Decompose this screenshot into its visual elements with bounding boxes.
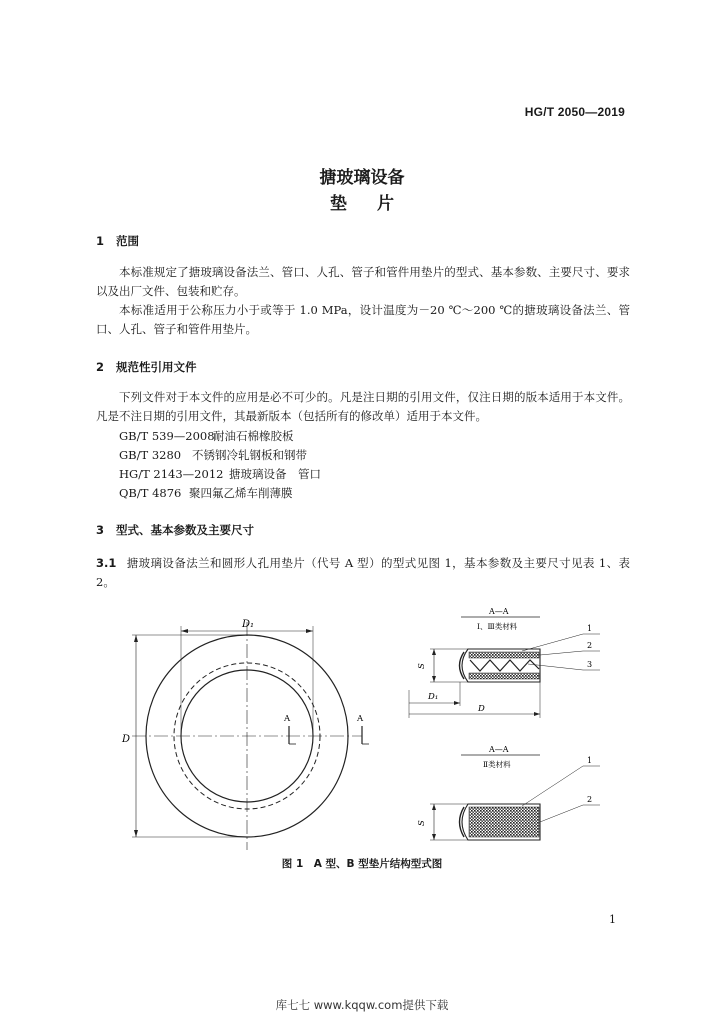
d-label: D — [122, 734, 131, 745]
d1-label: D₁ — [428, 692, 439, 702]
callout-number: 1 — [587, 756, 593, 765]
section-number: 2 — [96, 360, 105, 374]
reference-title: 搪玻璃设备 管口 — [229, 467, 321, 481]
callout-leader — [540, 805, 583, 822]
reference-title: 不锈钢冷轧钢板和钢带 — [192, 448, 307, 462]
reference-list — [119, 427, 321, 503]
ptfe-envelope — [462, 649, 540, 682]
ptfe-envelope — [462, 804, 540, 840]
gasket-plan-view — [121, 619, 369, 850]
reference-code: HG/T 2143—2012 — [119, 467, 224, 481]
reference-item — [119, 484, 321, 503]
material-label: Ⅰ、Ⅲ类材料 — [477, 622, 518, 631]
callout-number: 2 — [587, 795, 593, 804]
paragraph: 本标准规定了搪玻璃设备法兰、管口、人孔、管子和管件用垫片的型式、基本参数、主要尺寸、要求以及出厂文件、包装和贮存。 — [96, 265, 630, 298]
reference-code: GB/T 3280 — [119, 448, 182, 462]
inner-circle — [181, 670, 313, 802]
section-label: A — [357, 714, 364, 724]
download-footer: 库七七 www.kqqw.com提供下载 — [275, 998, 449, 1012]
arrowhead — [181, 629, 188, 633]
reference-title: 耐油石棉橡胶板 — [213, 429, 294, 443]
s-label: S — [417, 663, 427, 669]
arrowhead — [432, 804, 436, 810]
reference-code: GB/T 539—2008 — [119, 429, 215, 443]
callout-number: 2 — [587, 641, 593, 650]
reference-item — [119, 465, 321, 484]
reference-title: 聚四氟乙烯车削薄膜 — [189, 486, 293, 500]
arrowhead — [306, 629, 313, 633]
callout-number: 1 — [587, 624, 593, 633]
callout-leader — [528, 664, 583, 670]
section-1-heading — [96, 233, 139, 249]
s-label: S — [417, 820, 427, 826]
section-2-heading — [96, 359, 197, 375]
callout-number: 3 — [587, 660, 593, 669]
section-label: A — [284, 714, 291, 724]
section-title: 型式、基本参数及主要尺寸 — [116, 523, 254, 537]
section-view-type-2 — [417, 745, 600, 840]
page-number: 1 — [609, 913, 616, 926]
arrowhead — [432, 834, 436, 840]
section-view-type-1-3 — [409, 607, 600, 718]
section-title: 规范性引用文件 — [116, 360, 197, 374]
reference-item — [119, 427, 321, 446]
dashed-circle — [174, 663, 320, 809]
filler-core — [469, 807, 539, 837]
figure-caption: 图 1 A 型、B 型垫片结构型式图 — [281, 858, 443, 870]
arrowhead — [432, 649, 436, 655]
filler-layer-bottom — [469, 673, 539, 679]
envelope-fold — [460, 652, 465, 679]
callout-leader — [540, 651, 583, 655]
d1-label: D₁ — [242, 619, 255, 630]
reference-item — [119, 446, 321, 465]
section-title: A—A — [489, 745, 509, 754]
section-number: 3 — [96, 523, 105, 537]
section-1-body — [96, 263, 630, 339]
d-label: D — [478, 704, 485, 714]
subsection-3-1 — [96, 554, 630, 592]
arrowhead — [534, 712, 540, 716]
subsection-number: 3.1 — [96, 556, 117, 570]
envelope-fold — [460, 807, 465, 837]
document-subtitle: 垫片 — [330, 194, 424, 214]
arrowhead — [134, 635, 138, 642]
corrugated-core — [470, 660, 539, 671]
callout-leader — [522, 634, 583, 651]
subsection-text: 搪玻璃设备法兰和圆形人孔用垫片（代号 A 型）的型式见图 1，基本参数及主要尺寸见表 1、表 2。 — [96, 556, 630, 589]
section-number: 1 — [96, 234, 105, 248]
material-label: Ⅱ类材料 — [483, 760, 511, 769]
callout-leader — [522, 766, 583, 806]
section-title: A—A — [489, 607, 509, 616]
arrowhead — [432, 676, 436, 682]
arrowhead — [134, 830, 138, 837]
section-title: 范围 — [116, 234, 139, 248]
paragraph: 本标准适用于公称压力小于或等于 1.0 MPa，设计温度为－20 ℃～200 ℃的搪玻璃设备法兰、管口、人孔、管子和管件用垫片。 — [96, 303, 630, 336]
standard-number: HG/T 2050—2019 — [524, 105, 625, 119]
paragraph: 下列文件对于本文件的应用是必不可少的。凡是注日期的引用文件，仅注日期的版本适用于本文件。凡是不注日期的引用文件，其最新版本（包括所有的修改单）适用于本文件。 — [96, 390, 630, 423]
reference-code: QB/T 4876 — [119, 486, 182, 500]
section-3-heading — [96, 522, 254, 538]
outer-circle — [146, 635, 348, 837]
filler-layer-top — [469, 652, 539, 658]
document-title: 搪玻璃设备 — [319, 168, 405, 188]
section-2-body — [96, 388, 630, 426]
arrowhead — [454, 701, 460, 705]
